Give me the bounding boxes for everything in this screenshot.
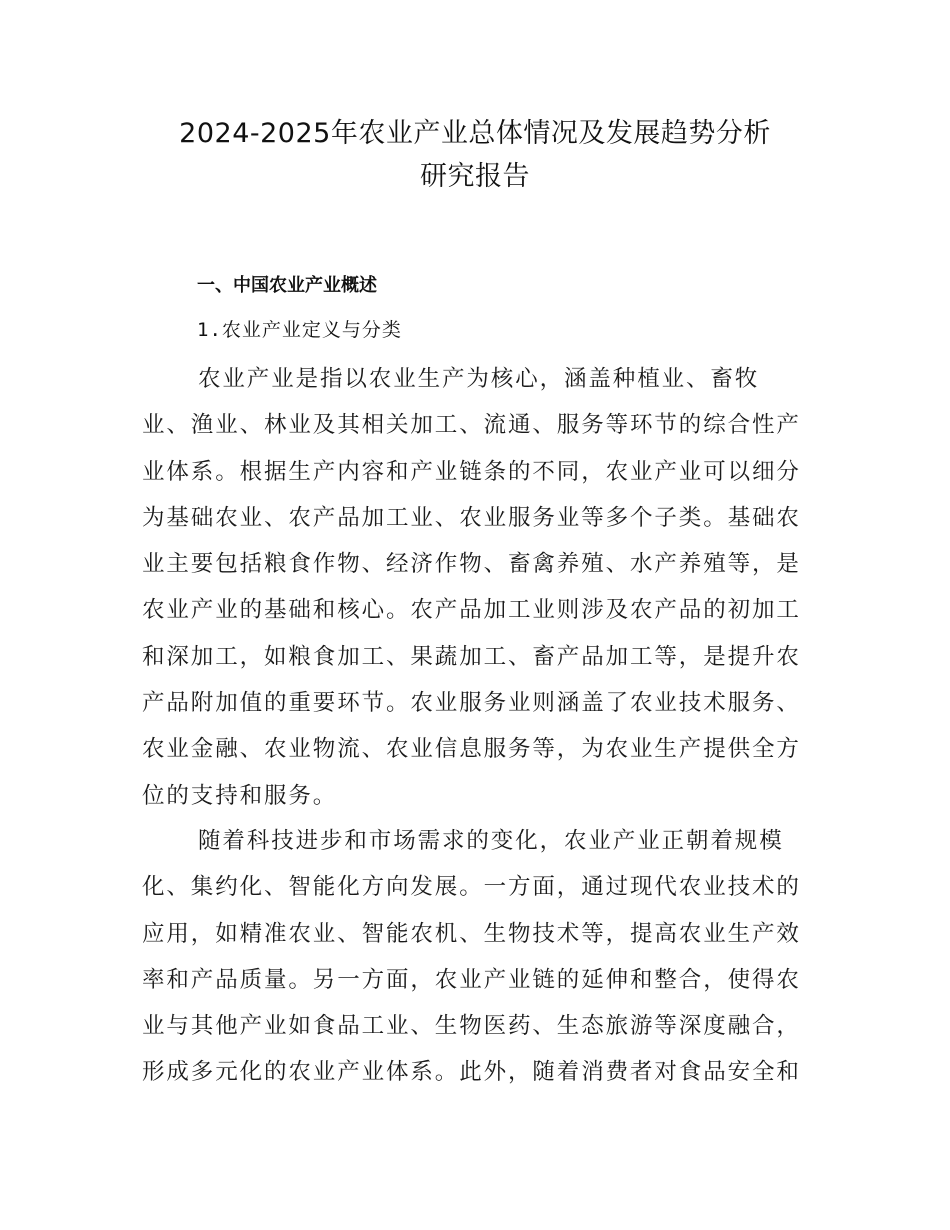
paragraph-line: 农业金融、农业物流、农业信息服务等，为农业生产提供全方 xyxy=(142,736,801,763)
subsection-heading: 1.农业产业定义与分类 xyxy=(197,319,402,341)
paragraph-line: 为基础农业、农产品加工业、农业服务业等多个子类。基础农 xyxy=(142,504,801,531)
paragraph-line: 率和产品质量。另一方面，农业产业链的延伸和整合，使得农 xyxy=(142,966,801,993)
paragraph-line: 农业产业是指以农业生产为核心，涵盖种植业、畜牧 xyxy=(198,366,760,392)
document-title-line-2: 研究报告 xyxy=(420,161,530,192)
paragraph-line: 应用，如精准农业、智能农机、生物技术等，提高农业生产效 xyxy=(142,920,801,947)
paragraph-trends xyxy=(142,818,822,1096)
paragraph-line: 业与其他产业如食品工业、生物医药、生态旅游等深度融合， xyxy=(142,1013,801,1040)
paragraph-line: 随着科技进步和市场需求的变化，农业产业正朝着规模 xyxy=(198,828,784,854)
paragraph-line: 业主要包括粮食作物、经济作物、畜禽养殖、水产养殖等，是 xyxy=(142,551,801,578)
section-heading: 一、中国农业产业概述 xyxy=(197,275,377,296)
paragraph-line: 化、集约化、智能化方向发展。一方面，通过现代农业技术的 xyxy=(142,874,801,901)
paragraph-line: 业、渔业、林业及其相关加工、流通、服务等环节的综合性产 xyxy=(142,412,801,439)
paragraph-line: 业体系。根据生产内容和产业链条的不同，农业产业可以细分 xyxy=(142,458,801,485)
paragraph-line: 位的支持和服务。 xyxy=(142,782,338,809)
document-title-line-1: 2024-2025年农业产业总体情况及发展趋势分析 xyxy=(179,118,771,149)
paragraph-line: 产品附加值的重要环节。农业服务业则涵盖了农业技术服务、 xyxy=(142,690,801,717)
paragraph-line: 和深加工，如粮食加工、果蔬加工、畜产品加工等，是提升农 xyxy=(142,643,801,670)
paragraph-definition xyxy=(142,356,822,819)
paragraph-line: 形成多元化的农业产业体系。此外，随着消费者对食品安全和 xyxy=(142,1059,801,1086)
paragraph-line: 农业产业的基础和核心。农产品加工业则涉及农产品的初加工 xyxy=(142,597,801,624)
